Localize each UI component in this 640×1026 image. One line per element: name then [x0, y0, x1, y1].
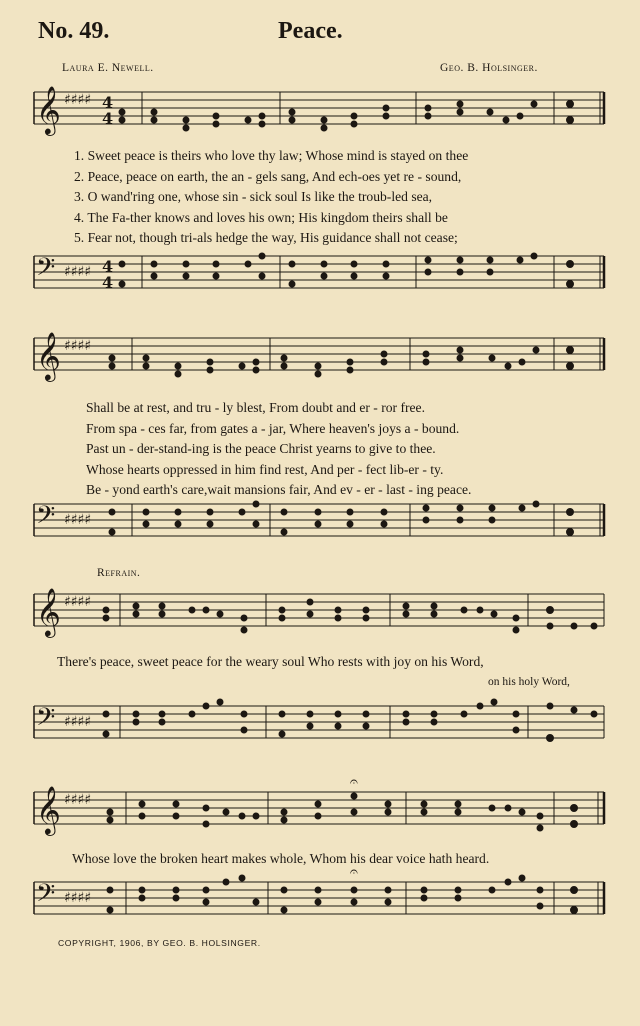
refrain-line-1-alt: on his holy Word,	[488, 676, 570, 688]
composer-credit: Geo. B. Holsinger.	[440, 62, 538, 74]
bass-staff-system-2	[30, 496, 610, 556]
verse-line: 5. Fear not, though tri-als hedge the way, His guidance shall not cease;	[74, 230, 458, 246]
treble-staff-system-4	[30, 774, 610, 844]
svg-text:♯♯♯♯: ♯♯♯♯	[64, 714, 92, 730]
refrain-line-1: There's peace, sweet peace for the weary soul Who rests with joy on his Word,	[57, 654, 484, 669]
svg-text:𝄞: 𝄞	[36, 785, 61, 834]
svg-text:♯♯♯♯: ♯♯♯♯	[64, 338, 92, 354]
svg-text:♯♯♯♯: ♯♯♯♯	[64, 264, 92, 280]
refrain-label: Refrain.	[97, 567, 141, 579]
svg-text:4: 4	[102, 257, 114, 276]
treble-staff-system-2	[30, 330, 610, 390]
svg-text:𝄞: 𝄞	[36, 587, 61, 636]
verse-block-second-half	[86, 398, 606, 501]
verse-line: 1. Sweet peace is theirs who love thy law; Whose mind is stayed on thee	[74, 148, 469, 163]
bass-staff-system-1	[30, 248, 610, 308]
verse-line: From spa - ces far, from gates a - jar, Where heaven's joys a - bound.	[86, 420, 460, 436]
hymn-title: Peace.	[278, 18, 343, 44]
verse-line: Whose hearts oppressed in him find rest, And per - fect lib-er - ty.	[86, 461, 444, 477]
bass-clef-icon: 𝄢	[36, 253, 56, 288]
svg-text:♯♯♯♯: ♯♯♯♯	[64, 594, 92, 610]
bass-staff-system-3	[30, 698, 610, 758]
svg-text:𝄢: 𝄢	[36, 501, 56, 536]
svg-text:𝄐: 𝄐	[350, 864, 358, 880]
verse-line: Past un - der-stand-ing is the peace Christ yearns to give to thee.	[86, 441, 436, 457]
bass-staff-system-4	[30, 864, 610, 934]
copyright-notice: COPYRIGHT, 1906, BY GEO. B. HOLSINGER.	[58, 938, 261, 948]
sharps-key-icon: ♯♯♯♯	[64, 92, 92, 108]
verse-block-first-half	[74, 146, 604, 249]
time-signature-icon: 4	[102, 93, 114, 112]
svg-text:♯♯♯♯: ♯♯♯♯	[64, 890, 92, 906]
refrain-line-2: Whose love the broken heart makes whole, Whom his dear voice hath heard.	[72, 851, 490, 866]
fermata-icon: 𝄐	[350, 774, 358, 790]
author-credit: Laura E. Newell.	[62, 62, 154, 74]
treble-clef-icon: 𝄞	[36, 85, 61, 134]
svg-text:𝄢: 𝄢	[36, 879, 56, 914]
svg-text:𝄞: 𝄞	[36, 331, 61, 380]
verse-line: Shall be at rest, and tru - ly blest, From doubt and er - ror free.	[86, 400, 425, 415]
svg-text:♯♯♯♯: ♯♯♯♯	[64, 512, 92, 528]
verse-line: Be - yond earth's care,wait mansions fair, And ev - er - last - ing peace.	[86, 482, 472, 498]
svg-text:4: 4	[102, 109, 114, 128]
verse-line: 4. The Fa-ther knows and loves his own; His kingdom theirs shall be	[74, 209, 448, 225]
hymn-number: No. 49.	[38, 18, 110, 44]
svg-text:𝄢: 𝄢	[36, 703, 56, 738]
verse-line: 2. Peace, peace on earth, the an - gels sang, And ech-oes yet re - sound,	[74, 168, 462, 184]
verse-line: 3. O wand'ring one, whose sin - sick soul Is like the troub-led sea,	[74, 189, 433, 205]
svg-text:♯♯♯♯: ♯♯♯♯	[64, 792, 92, 808]
svg-text:4: 4	[102, 273, 114, 292]
treble-staff-system-3	[30, 586, 610, 646]
treble-staff-system-1	[30, 84, 610, 144]
